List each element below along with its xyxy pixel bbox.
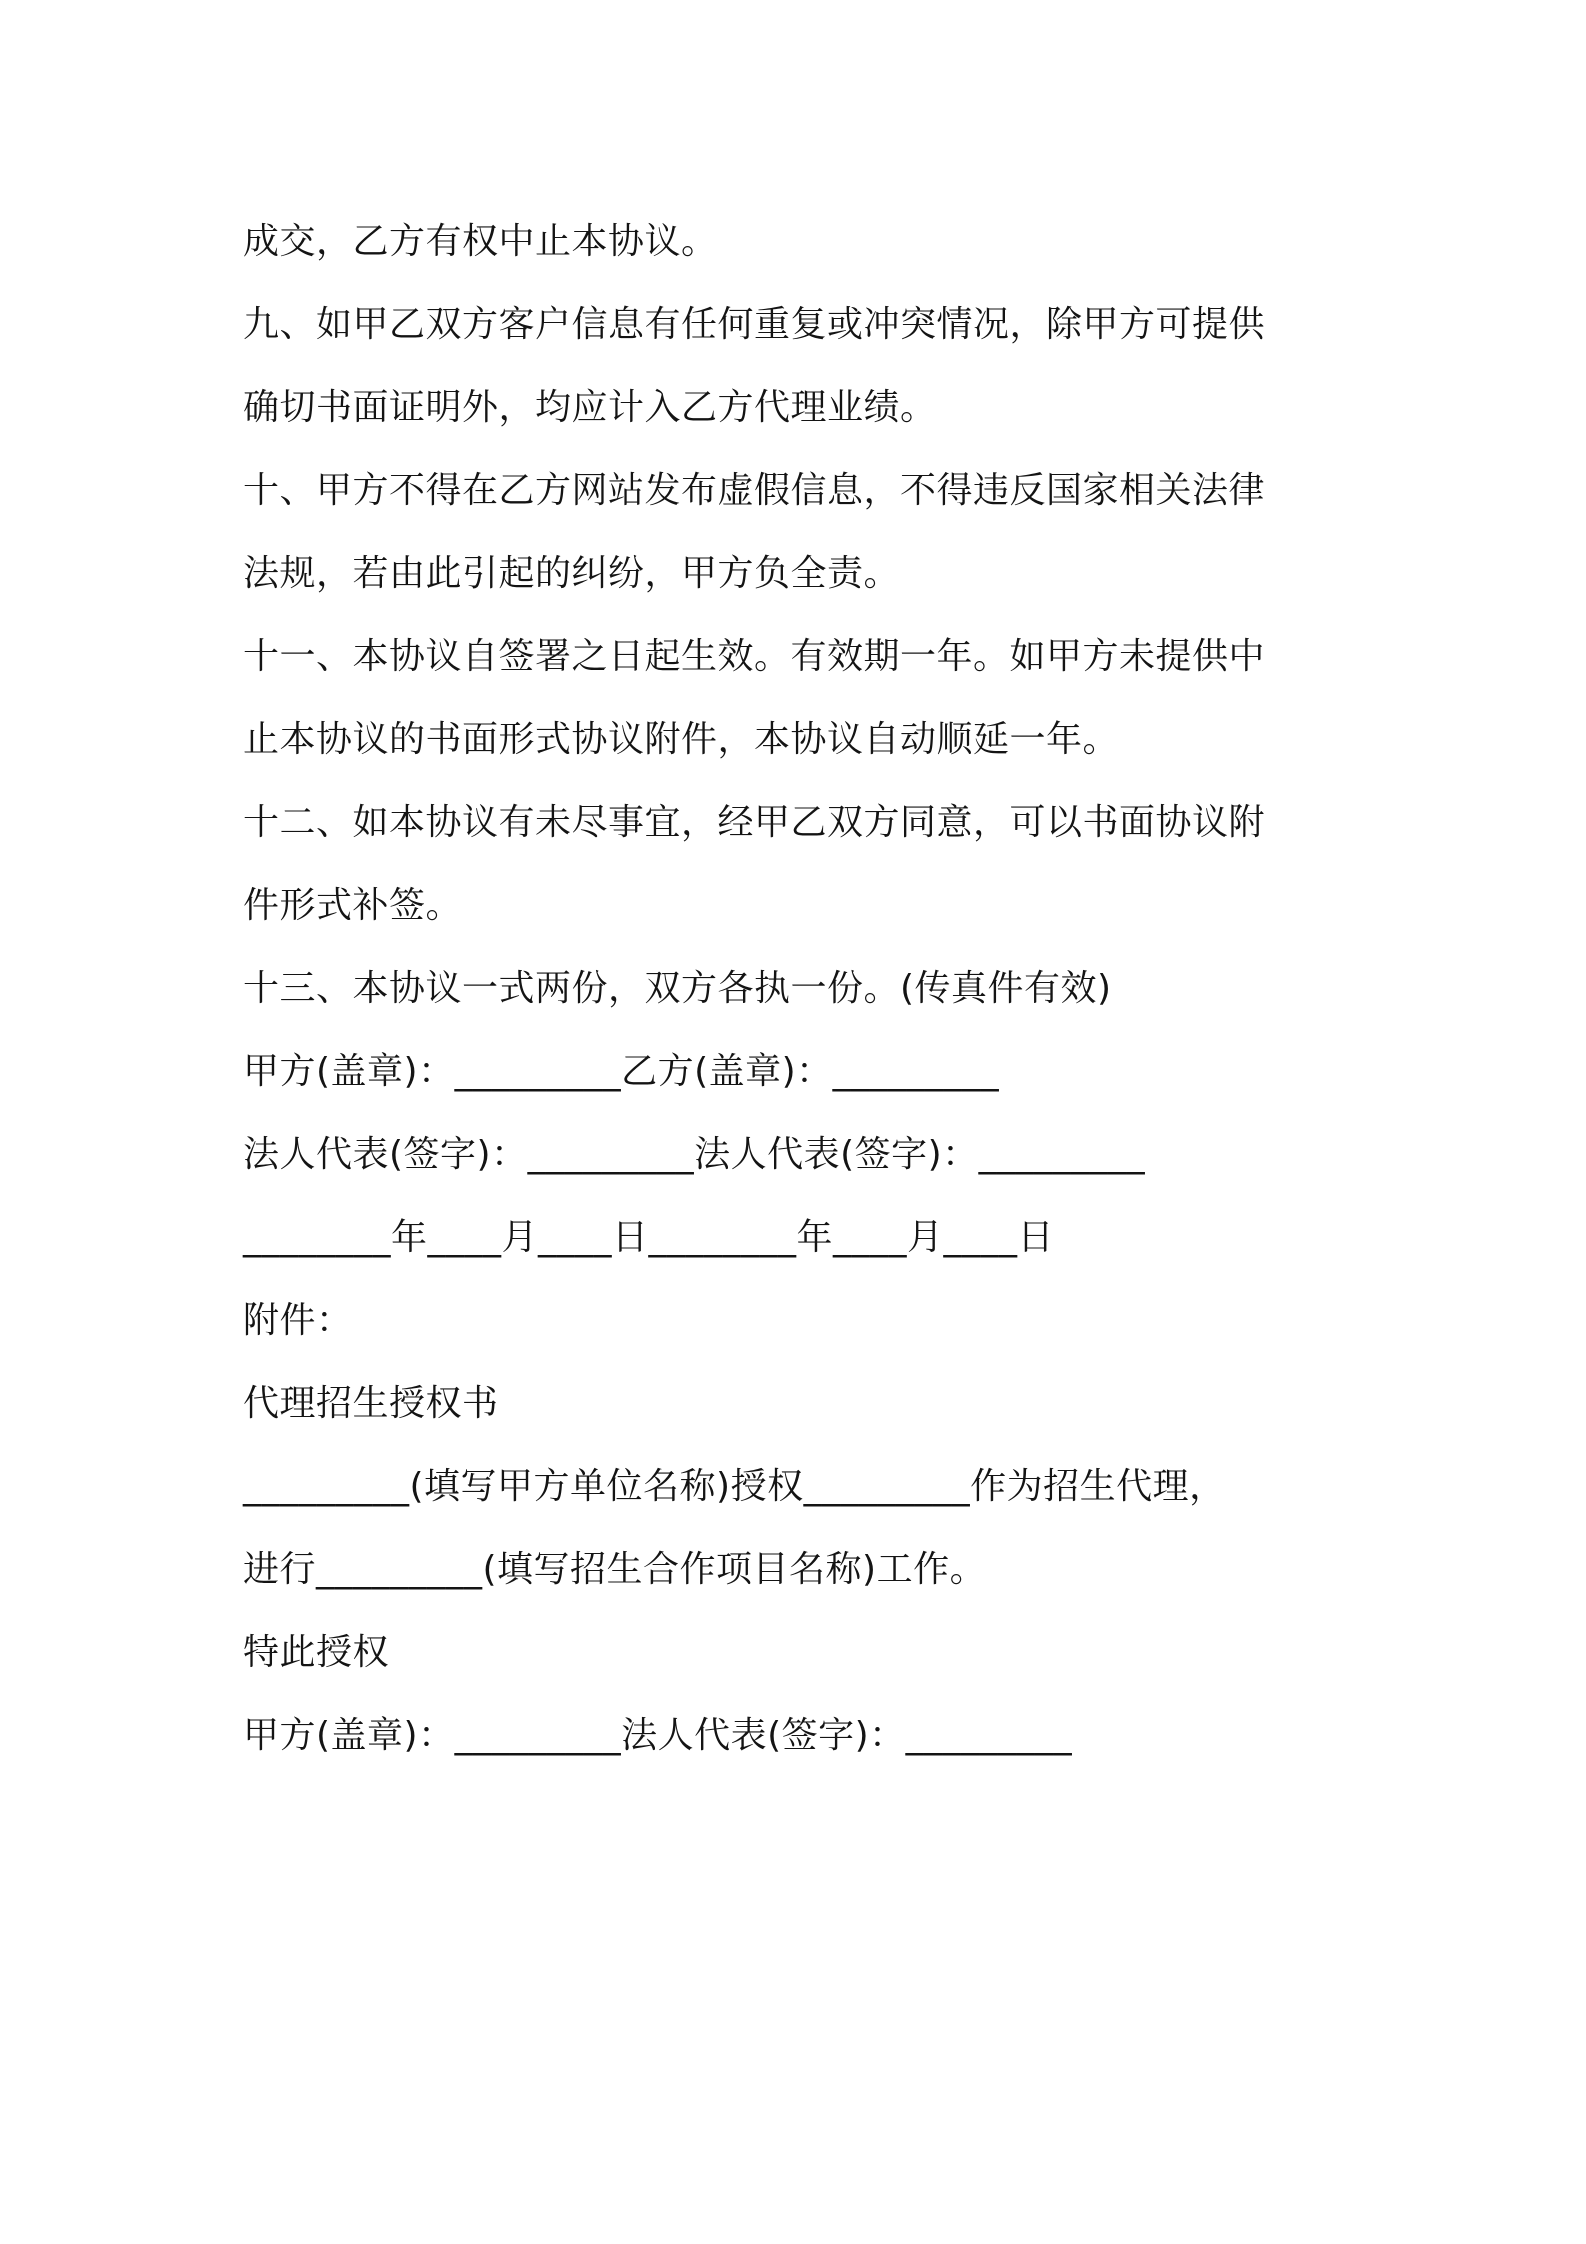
attachment-heading: 附件： — [243, 1300, 353, 1341]
document-body — [243, 200, 1358, 1777]
authorization-signature-line: 甲方(盖章)：_________法人代表(签字)：_________ — [243, 1715, 1073, 1756]
clause-10-line-1: 十、甲方不得在乙方网站发布虚假信息，不得违反国家相关法律 — [243, 470, 1266, 511]
authorization-statement: 特此授权 — [243, 1632, 390, 1673]
date-line: ________年____月____日________年____月____日 — [243, 1217, 1054, 1258]
clause-9-line-1: 九、如甲乙双方客户信息有任何重复或冲突情况，除甲方可提供 — [243, 304, 1266, 345]
legal-rep-signature-line: 法人代表(签字)：_________法人代表(签字)：_________ — [243, 1134, 1146, 1175]
clause-10-line-2: 法规，若由此引起的纠纷，甲方负全责。 — [243, 553, 901, 594]
clause-13: 十三、本协议一式两份，双方各执一份。(传真件有效) — [243, 968, 1112, 1009]
clause-8-continuation: 成交，乙方有权中止本协议。 — [243, 221, 718, 262]
authorization-title: 代理招生授权书 — [243, 1383, 499, 1424]
authorization-line-2: 进行_________(填写招生合作项目名称)工作。 — [243, 1549, 987, 1590]
seal-signature-line: 甲方(盖章)：_________乙方(盖章)：_________ — [243, 1051, 1000, 1092]
authorization-line-1: _________(填写甲方单位名称)授权_________作为招生代理， — [243, 1466, 1226, 1507]
clause-9-line-2: 确切书面证明外，均应计入乙方代理业绩。 — [243, 387, 937, 428]
clause-12-line-2: 件形式补签。 — [243, 885, 463, 926]
clause-11-line-1: 十一、本协议自签署之日起生效。有效期一年。如甲方未提供中 — [243, 636, 1266, 677]
clause-11-line-2: 止本协议的书面形式协议附件，本协议自动顺延一年。 — [243, 719, 1120, 760]
clause-12-line-1: 十二、如本协议有未尽事宜，经甲乙双方同意，可以书面协议附 — [243, 802, 1266, 843]
